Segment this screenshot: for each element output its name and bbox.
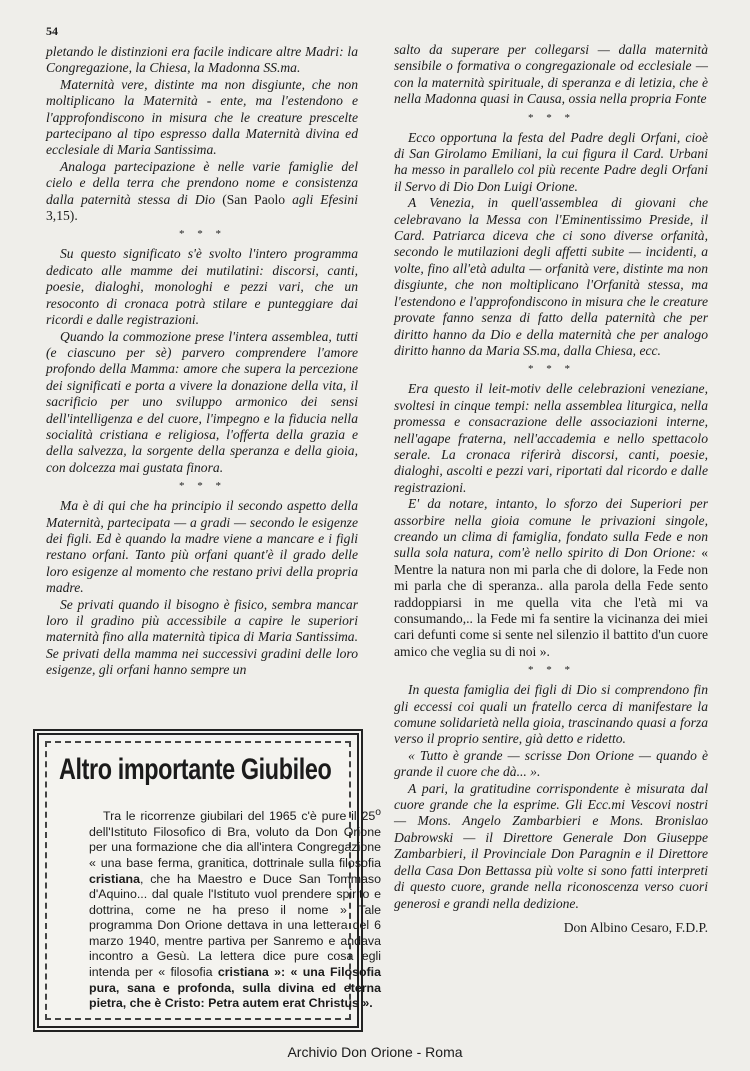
paragraph: pletando le distinzioni era facile indicare altre Madri: la Congregazione, la Chiesa, la Madonna SS.ma. [46,44,358,76]
section-separator: * * * [527,363,575,376]
section-separator: * * * [527,111,575,124]
left-column [46,44,358,679]
paragraph [394,496,708,660]
text: E' da notare, intanto, lo sforzo dei Superiori per assorbire nella gioia comune le privazioni singole, creando un clima di famiglia, fondato sulla Fede e non sulla sola natura, com'è nello spirito di Don Orione: [394,496,708,561]
text: , che ha Maestro e Duce San Tommaso d'Aquino... dal quale l'Istituto vuol prendere spirito e dottrina, come ne ha preso il nome » Tale programma Don Orione dettava in una lettera del 6 marzo 1940, mentre partiva per Sanremo e andava incontro a Gesù. La lettera dice pure cosa egli intenda per « filosofia [89,871,381,980]
paragraph: A pari, la gratitudine corrispondente è misurata dal cuore grande che la esprime. Gli Ecc.mi Vescovi nostri — Mons. Angelo Zambarbieri e Mons. Bronislao Dabrowski — il Direttore Generale Don Giuseppe Zambarbieri, il Provinciale Don Paragnin e il Direttore della Casa Don Bettassa più volte si sono fatti interpreti di questo cuore, grande nella riconoscenza verso cuori generosi e grandi nella dedizione. [394,780,708,911]
paragraph: « Tutto è grande — scrisse Don Orione — quando è grande il cuore che dà... ». [394,747,708,780]
section-separator: * * * [178,480,226,493]
section-separator: * * * [178,228,226,241]
paragraph: Ma è di qui che ha principio il secondo aspetto della Maternità, partecipata — a gradi — secondo le esigenze dei figli. Ed è quando la madre viene a mancare e i figli restano orfani. Tanto più orfani quant'è il grado delle loro esigenze al momento che restano privi della propria madre. [46,498,358,596]
right-column [394,42,708,936]
signature: Don Albino Cesaro, F.D.P. [563,919,708,935]
box-body [89,805,381,1012]
paragraph: Su questo significato s'è svolto l'intero programma dedicato alle mamme dei mutilatini: discorsi, canti, poesie, dialoghi, monologhi e pezzi vari, che un resoconto di cronaca potrà stilare e punteggiare dai ricordi e dalle registrazioni. [46,246,358,328]
text: 3,15). [46,208,78,224]
paragraph: Maternità vere, distinte ma non disgiunte, che non moltiplicano la Maternità - ente, ma l'estendono e l'approfondiscono in misura che le creature prescelte partecipano al tipo espresso dalla Maternità divina ed ecclesiale di Maria Santissima. [46,76,358,158]
paragraph: Era questo il leit-motiv delle celebrazioni veneziane, svoltesi in cinque tempi: nella assemblea liturgica, nella promessa e consacrazione delle associazioni interne, nell'agape fraterna, nell'accademia e nello spettacolo serale. La cronaca riferirà discorsi, canti, poesie, dialoghi, ascolti e pezzi vari, riportati dal ricordo e dalle registrazioni. [394,381,708,495]
quote: « Mentre la natura non mi parla che di dolore, la Fede non mi parla che di speranza.. alla parola della Fede sento raddoppiarsi in me quella vita che l'età mi va consumando,.. la Fede mi fa sentire la vicinanza dei miei cari defunti come si sente nel silenzio il battito d'un cuore amico che veglia su di noi ». [394,545,709,659]
text: Analoga partecipazione è nelle varie famiglie del cielo e della terra che prendono nome e consistenza dalla paternità stessa di Dio [46,158,358,207]
box-title: Altro importante Giubileo [59,753,332,786]
jubilee-box [33,729,382,1032]
page-number: 54 [46,24,58,38]
paragraph [46,159,358,225]
text: Tra le ricorrenze giubilari del 1965 c'è pure il 25 [103,809,376,824]
paragraph: Se privati quando il bisogno è fisico, sembra mancar loro il gradino più accessibile a capire le superiori maternità fino alla maternità tipica di Maria Santissima. Se privati della mamma nei successivi gradini delle loro esigenze, gli orfani hanno sempre un [46,596,358,678]
bold-text: »: « una Filosofia pura, sana e profonda, sulla divina ed eterna pietra, che è Cristo: Petra autem erat Christus ». [89,965,382,1011]
paragraph: Ecco opportuna la festa del Padre degli Orfani, cioè di San Girolamo Emiliani, la cui figura il Card. Urbani ha messo in parallelo col più recente Padre degli Orfani il Servo di Dio Don Luigi Orione. [394,129,708,194]
paragraph: Quando la commozione prese l'intera assemblea, tutti (e ciascuno per sè) parvero comprendere l'amore profondo della Mamma: amore che supera la percezione dei significati e porta a vivere la donazione della vita, il sacrificio per uno sviluppo armonico dei sensi dell'intelligenza e del cuore, l'impegno e la fiducia nella socialità cristiana e religiosa, l'offerta della grazia e della salvezza, la sorgente della speranza e della gioia, con dolcezza mai gustata finora. [46,328,358,475]
text: (San Paolo [222,191,286,207]
paragraph: salto da superare per collegarsi — dalla maternità sensibile o formativa o congregazionale od ecclesiale — con la maternità spirituale, di speranza e di letizia, che è nella Madonna quasi in Causa, ossia nella propria Fonte [394,42,708,107]
archive-footer: Archivio Don Orione - Roma [287,1044,463,1060]
paragraph [89,805,381,1012]
section-separator: * * * [527,664,575,677]
bold-text: cristiana [217,965,269,980]
paragraph: In questa famiglia dei figli di Dio si comprendono fin gli eccessi coi quali un fratello cerca di manifestare la comune solidarietà nella gioia, trascinando quasi a forza verso il proprio sentire, già detto e ridetto. [394,682,708,747]
superscript: o [375,807,381,818]
text: dell'Istituto Filosofico di Bra, voluto da Don Orione per una formazione che dia all'intera Congregazione « una base ferma, granitica, dottrinale sulla filosofia [89,824,381,870]
text: agli Efesini [292,191,359,207]
bold-text: cristiana [89,871,140,886]
paragraph: A Venezia, in quell'assemblea di giovani che celebravano la Messa con l'Eminentissimo Preside, il Card. Patriarca diceva che ci sono diverse orfanità, secondo le mutilazioni degli affetti subite — incidenti, a volte, fino all'età adulta — orfanità vere, distinte ma non disgiunte, che non moltiplicano l'Orfanità stessa, ma l'estendono e l'approfondiscono in misura che le creature provate fanno senza di fatto della paternità che per diritto hanno da Dio e della maternità che per analogo diritto hanno da Maria SS.ma, dalla Chiesa, ecc. [394,195,708,358]
